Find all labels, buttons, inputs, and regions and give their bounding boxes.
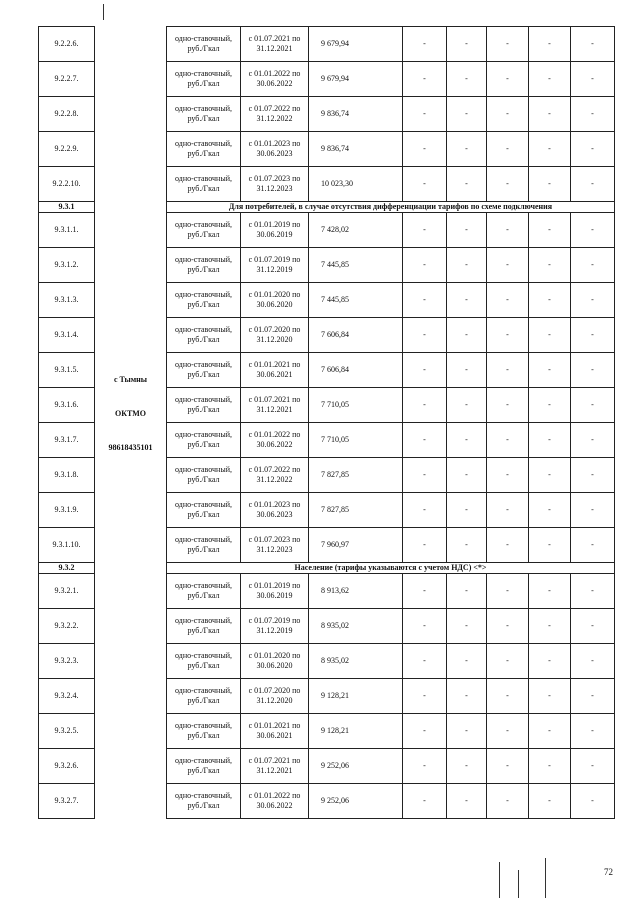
table-row: [39, 27, 615, 62]
dash-cell: -: [403, 609, 447, 644]
dash-cell: -: [447, 644, 487, 679]
dash-cell: -: [571, 644, 615, 679]
dash-cell: -: [487, 283, 529, 318]
unit-cell: одно-ставочный, руб./Гкал: [167, 97, 241, 132]
dash-cell: -: [487, 749, 529, 784]
dash-cell: -: [447, 493, 487, 528]
row-number: 9.3.2.7.: [39, 784, 95, 819]
dash-cell: -: [403, 784, 447, 819]
dash-cell: -: [529, 528, 571, 563]
unit-cell: одно-ставочный, руб./Гкал: [167, 353, 241, 388]
dash-cell: -: [571, 283, 615, 318]
dash-cell: -: [447, 97, 487, 132]
dash-cell: -: [529, 353, 571, 388]
period-cell: с 01.01.2020 по 30.06.2020: [241, 283, 309, 318]
period-cell: с 01.07.2021 по 31.12.2021: [241, 388, 309, 423]
row-number: 9.3.2.6.: [39, 749, 95, 784]
unit-cell: одно-ставочный, руб./Гкал: [167, 784, 241, 819]
table-body: [39, 27, 615, 819]
row-number: 9.3.2.2.: [39, 609, 95, 644]
dash-cell: -: [403, 574, 447, 609]
tariff-cell: 9 836,74: [309, 97, 403, 132]
row-number: 9.3.1: [39, 202, 95, 213]
row-number: 9.3.1.3.: [39, 283, 95, 318]
unit-cell: одно-ставочный, руб./Гкал: [167, 423, 241, 458]
period-cell: с 01.07.2019 по 31.12.2019: [241, 248, 309, 283]
dash-cell: -: [487, 609, 529, 644]
dash-cell: -: [571, 679, 615, 714]
dash-cell: -: [403, 714, 447, 749]
dash-cell: -: [447, 423, 487, 458]
tariff-cell: 7 606,84: [309, 318, 403, 353]
period-cell: с 01.01.2022 по 30.06.2022: [241, 62, 309, 97]
tariff-cell: 7 960,97: [309, 528, 403, 563]
dash-cell: -: [487, 248, 529, 283]
row-number: 9.2.2.9.: [39, 132, 95, 167]
unit-cell: одно-ставочный, руб./Гкал: [167, 714, 241, 749]
dash-cell: -: [487, 132, 529, 167]
dash-cell: -: [447, 458, 487, 493]
dash-cell: -: [529, 784, 571, 819]
dash-cell: -: [571, 97, 615, 132]
row-number: 9.3.1.8.: [39, 458, 95, 493]
dash-cell: -: [529, 283, 571, 318]
dash-cell: -: [447, 27, 487, 62]
unit-cell: одно-ставочный, руб./Гкал: [167, 749, 241, 784]
unit-cell: одно-ставочный, руб./Гкал: [167, 458, 241, 493]
dash-cell: -: [487, 493, 529, 528]
tariff-cell: 7 445,85: [309, 283, 403, 318]
dash-cell: -: [487, 679, 529, 714]
dash-cell: -: [571, 27, 615, 62]
period-cell: с 01.07.2020 по 31.12.2020: [241, 679, 309, 714]
tariff-cell: 7 710,05: [309, 388, 403, 423]
dash-cell: -: [487, 213, 529, 248]
dash-cell: -: [447, 679, 487, 714]
dash-cell: -: [487, 528, 529, 563]
dash-cell: -: [487, 458, 529, 493]
tariff-cell: 7 445,85: [309, 248, 403, 283]
tariff-cell: 9 836,74: [309, 132, 403, 167]
dash-cell: -: [571, 574, 615, 609]
unit-cell: одно-ставочный, руб./Гкал: [167, 248, 241, 283]
dash-cell: -: [447, 62, 487, 97]
settlement-cell: [95, 27, 167, 819]
dash-cell: -: [529, 167, 571, 202]
tariff-cell: 8 935,02: [309, 644, 403, 679]
dash-cell: -: [403, 493, 447, 528]
dash-cell: -: [487, 714, 529, 749]
period-cell: с 01.07.2019 по 31.12.2019: [241, 609, 309, 644]
period-cell: с 01.01.2023 по 30.06.2023: [241, 132, 309, 167]
dash-cell: -: [447, 353, 487, 388]
dash-cell: -: [571, 62, 615, 97]
dash-cell: -: [571, 714, 615, 749]
dash-cell: -: [487, 644, 529, 679]
unit-cell: одно-ставочный, руб./Гкал: [167, 609, 241, 644]
dash-cell: -: [529, 644, 571, 679]
period-cell: с 01.07.2020 по 31.12.2020: [241, 318, 309, 353]
dash-cell: -: [447, 574, 487, 609]
dash-cell: -: [403, 353, 447, 388]
unit-cell: одно-ставочный, руб./Гкал: [167, 27, 241, 62]
dash-cell: -: [403, 318, 447, 353]
row-number: 9.3.2: [39, 563, 95, 574]
tariff-cell: 9 679,94: [309, 27, 403, 62]
dash-cell: -: [447, 609, 487, 644]
scan-mark: [545, 858, 546, 898]
period-cell: с 01.07.2021 по 31.12.2021: [241, 749, 309, 784]
period-cell: с 01.07.2022 по 31.12.2022: [241, 458, 309, 493]
tariff-table: [38, 26, 615, 819]
unit-cell: одно-ставочный, руб./Гкал: [167, 644, 241, 679]
dash-cell: -: [529, 714, 571, 749]
dash-cell: -: [529, 609, 571, 644]
unit-cell: одно-ставочный, руб./Гкал: [167, 679, 241, 714]
dash-cell: -: [447, 749, 487, 784]
row-number: 9.3.2.5.: [39, 714, 95, 749]
dash-cell: -: [571, 458, 615, 493]
dash-cell: -: [403, 423, 447, 458]
dash-cell: -: [529, 749, 571, 784]
tariff-cell: 7 606,84: [309, 353, 403, 388]
period-cell: с 01.01.2020 по 30.06.2020: [241, 644, 309, 679]
dash-cell: -: [487, 353, 529, 388]
dash-cell: -: [447, 213, 487, 248]
tariff-cell: 7 827,85: [309, 493, 403, 528]
dash-cell: -: [529, 213, 571, 248]
dash-cell: -: [529, 97, 571, 132]
period-cell: с 01.07.2023 по 31.12.2023: [241, 167, 309, 202]
unit-cell: одно-ставочный, руб./Гкал: [167, 167, 241, 202]
dash-cell: -: [447, 132, 487, 167]
dash-cell: -: [571, 784, 615, 819]
row-number: 9.3.1.6.: [39, 388, 95, 423]
row-number: 9.2.2.10.: [39, 167, 95, 202]
dash-cell: -: [447, 528, 487, 563]
tariff-cell: 8 913,62: [309, 574, 403, 609]
dash-cell: -: [487, 784, 529, 819]
dash-cell: -: [529, 62, 571, 97]
tariff-cell: 9 252,06: [309, 784, 403, 819]
unit-cell: одно-ставочный, руб./Гкал: [167, 318, 241, 353]
dash-cell: -: [487, 318, 529, 353]
dash-cell: -: [571, 167, 615, 202]
period-cell: с 01.07.2023 по 31.12.2023: [241, 528, 309, 563]
oktmo-label: ОКТМО: [114, 408, 147, 418]
unit-cell: одно-ставочный, руб./Гкал: [167, 528, 241, 563]
dash-cell: -: [487, 574, 529, 609]
dash-cell: -: [447, 784, 487, 819]
scan-mark: [518, 870, 519, 898]
unit-cell: одно-ставочный, руб./Гкал: [167, 574, 241, 609]
row-number: 9.3.1.1.: [39, 213, 95, 248]
page-number: 72: [604, 867, 613, 877]
dash-cell: -: [403, 132, 447, 167]
oktmo-code: 98618435101: [108, 442, 153, 452]
unit-cell: одно-ставочный, руб./Гкал: [167, 388, 241, 423]
period-cell: с 01.01.2021 по 30.06.2021: [241, 714, 309, 749]
row-number: 9.3.2.3.: [39, 644, 95, 679]
dash-cell: -: [403, 679, 447, 714]
row-number: 9.2.2.6.: [39, 27, 95, 62]
dash-cell: -: [529, 423, 571, 458]
tariff-cell: 7 710,05: [309, 423, 403, 458]
row-number: 9.3.1.9.: [39, 493, 95, 528]
dash-cell: -: [571, 388, 615, 423]
dash-cell: -: [529, 318, 571, 353]
tariff-cell: 9 679,94: [309, 62, 403, 97]
scan-mark: [103, 4, 104, 20]
dash-cell: -: [571, 318, 615, 353]
tariff-cell: 9 252,06: [309, 749, 403, 784]
period-cell: с 01.01.2023 по 30.06.2023: [241, 493, 309, 528]
row-number: 9.3.1.4.: [39, 318, 95, 353]
dash-cell: -: [487, 167, 529, 202]
row-number: 9.3.1.5.: [39, 353, 95, 388]
tariff-cell: 9 128,21: [309, 714, 403, 749]
period-cell: с 01.07.2022 по 31.12.2022: [241, 97, 309, 132]
dash-cell: -: [529, 679, 571, 714]
dash-cell: -: [447, 248, 487, 283]
row-number: 9.3.2.1.: [39, 574, 95, 609]
dash-cell: -: [447, 318, 487, 353]
dash-cell: -: [403, 644, 447, 679]
dash-cell: -: [571, 353, 615, 388]
dash-cell: -: [571, 493, 615, 528]
tariff-cell: 8 935,02: [309, 609, 403, 644]
dash-cell: -: [571, 609, 615, 644]
dash-cell: -: [571, 132, 615, 167]
unit-cell: одно-ставочный, руб./Гкал: [167, 132, 241, 167]
dash-cell: -: [529, 27, 571, 62]
row-number: 9.3.1.10.: [39, 528, 95, 563]
dash-cell: -: [447, 714, 487, 749]
dash-cell: -: [403, 528, 447, 563]
period-cell: с 01.07.2021 по 31.12.2021: [241, 27, 309, 62]
dash-cell: -: [447, 283, 487, 318]
scan-mark: [499, 862, 500, 898]
dash-cell: -: [403, 213, 447, 248]
period-cell: с 01.01.2019 по 30.06.2019: [241, 574, 309, 609]
dash-cell: -: [529, 132, 571, 167]
period-cell: с 01.01.2019 по 30.06.2019: [241, 213, 309, 248]
dash-cell: -: [447, 388, 487, 423]
period-cell: с 01.01.2022 по 30.06.2022: [241, 423, 309, 458]
dash-cell: -: [487, 97, 529, 132]
row-number: 9.3.2.4.: [39, 679, 95, 714]
unit-cell: одно-ставочный, руб./Гкал: [167, 283, 241, 318]
dash-cell: -: [571, 423, 615, 458]
dash-cell: -: [403, 248, 447, 283]
dash-cell: -: [529, 493, 571, 528]
dash-cell: -: [571, 528, 615, 563]
dash-cell: -: [403, 27, 447, 62]
unit-cell: одно-ставочный, руб./Гкал: [167, 493, 241, 528]
dash-cell: -: [529, 248, 571, 283]
dash-cell: -: [403, 97, 447, 132]
dash-cell: -: [571, 213, 615, 248]
tariff-cell: 10 023,30: [309, 167, 403, 202]
period-cell: с 01.01.2021 по 30.06.2021: [241, 353, 309, 388]
row-number: 9.3.1.7.: [39, 423, 95, 458]
dash-cell: -: [529, 388, 571, 423]
dash-cell: -: [447, 167, 487, 202]
dash-cell: -: [571, 749, 615, 784]
section-title: Для потребителей, в случае отсутствия дифференциации тарифов по схеме подключения: [167, 202, 615, 213]
section-title: Население (тарифы указываются с учетом НДС) <*>: [167, 563, 615, 574]
tariff-cell: 7 827,85: [309, 458, 403, 493]
dash-cell: -: [529, 458, 571, 493]
row-number: 9.3.1.2.: [39, 248, 95, 283]
unit-cell: одно-ставочный, руб./Гкал: [167, 62, 241, 97]
dash-cell: -: [403, 62, 447, 97]
row-number: 9.2.2.7.: [39, 62, 95, 97]
tariff-cell: 9 128,21: [309, 679, 403, 714]
period-cell: с 01.01.2022 по 30.06.2022: [241, 784, 309, 819]
settlement-name: с Тымны: [113, 374, 148, 384]
dash-cell: -: [487, 423, 529, 458]
unit-cell: одно-ставочный, руб./Гкал: [167, 213, 241, 248]
dash-cell: -: [487, 62, 529, 97]
tariff-cell: 7 428,02: [309, 213, 403, 248]
dash-cell: -: [403, 167, 447, 202]
dash-cell: -: [487, 388, 529, 423]
dash-cell: -: [571, 248, 615, 283]
dash-cell: -: [403, 283, 447, 318]
row-number: 9.2.2.8.: [39, 97, 95, 132]
dash-cell: -: [403, 388, 447, 423]
dash-cell: -: [403, 749, 447, 784]
dash-cell: -: [529, 574, 571, 609]
dash-cell: -: [487, 27, 529, 62]
dash-cell: -: [403, 458, 447, 493]
